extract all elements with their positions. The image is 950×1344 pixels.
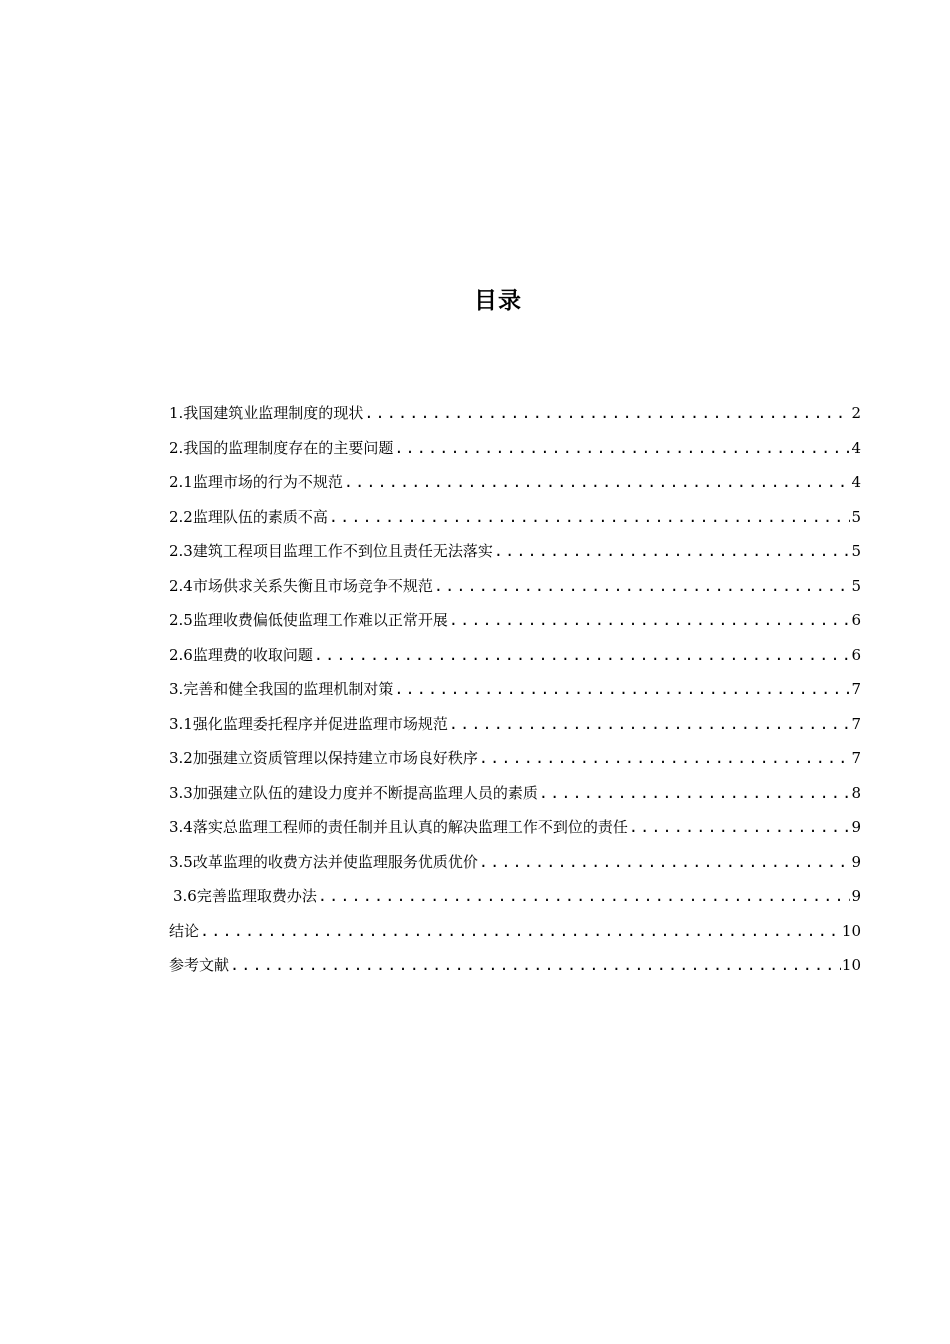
toc-page-number: 9 — [851, 818, 861, 836]
toc-leader-dots — [479, 741, 851, 776]
toc-entry-label: 2.6监理费的收取问题 — [169, 645, 313, 664]
toc-entry[interactable] — [169, 845, 861, 880]
toc-entry-label: 2.5监理收费偏低使监理工作难以正常开展 — [169, 611, 448, 629]
toc-entry[interactable] — [169, 914, 861, 949]
toc-entry[interactable] — [169, 776, 861, 811]
toc-entry[interactable] — [169, 431, 861, 466]
toc-page-number: 9 — [851, 852, 861, 871]
toc-leader-dots — [344, 465, 851, 500]
toc-entry-label: 3.1强化监理委托程序并促进监理市场规范 — [169, 714, 448, 733]
toc-entry-label: 3.2加强建立资质管理以保持建立市场良好秩序 — [169, 749, 478, 767]
toc-entry-label: 2.2监理队伍的素质不高 — [169, 507, 328, 526]
toc-leader-dots — [364, 396, 850, 431]
toc-entry[interactable] — [169, 638, 861, 673]
toc-entry-label: 3.5改革监理的收费方法并使监理服务优质优价 — [169, 852, 478, 871]
toc-entry[interactable] — [169, 500, 861, 535]
toc-entry-label: 3.6完善监理取费办法 — [173, 887, 317, 905]
toc-entry-label: 2.4市场供求关系失衡且市场竞争不规范 — [169, 576, 433, 595]
toc-page-number: 10 — [841, 921, 861, 940]
toc-entry-label: 3.完善和健全我国的监理机制对策 — [169, 680, 394, 698]
toc-page-number: 10 — [841, 956, 861, 974]
toc-leader-dots — [449, 603, 851, 638]
toc-entry-label: 2.我国的监理制度存在的主要问题 — [169, 438, 394, 457]
toc-page-number: 8 — [851, 783, 861, 802]
toc-page-number: 7 — [851, 714, 861, 733]
toc-page-number: 5 — [851, 542, 861, 560]
toc-entry-label: 2.1监理市场的行为不规范 — [169, 473, 343, 491]
toc-leader-dots — [539, 776, 851, 811]
toc-leader-dots — [494, 534, 851, 569]
toc-leader-dots — [629, 810, 851, 845]
toc-leader-dots — [434, 569, 851, 604]
toc-page-number: 9 — [851, 887, 861, 905]
toc-page-number: 4 — [851, 438, 861, 457]
toc-entry[interactable] — [169, 569, 861, 604]
toc-leader-dots — [479, 845, 851, 880]
toc-entry-label: 1.我国建筑业监理制度的现状 — [169, 404, 364, 422]
toc-entry[interactable] — [169, 810, 861, 845]
page-title: 目录 — [474, 288, 522, 314]
toc-list — [169, 396, 861, 983]
toc-entry[interactable] — [169, 465, 861, 500]
toc-entry[interactable] — [169, 879, 861, 914]
toc-leader-dots — [200, 914, 841, 949]
toc-page-number: 6 — [851, 611, 861, 629]
toc-entry-label: 3.3加强建立队伍的建设力度并不断提高监理人员的素质 — [169, 783, 538, 802]
toc-page-number: 5 — [851, 507, 861, 526]
toc-leader-dots — [314, 638, 851, 673]
toc-page-number: 5 — [851, 576, 861, 595]
toc-page-number: 6 — [851, 645, 861, 664]
toc-leader-dots — [329, 500, 851, 535]
toc-entry-label: 2.3建筑工程项目监理工作不到位且责任无法落实 — [169, 542, 493, 560]
toc-entry-label: 3.4落实总监理工程师的责任制并且认真的解决监理工作不到位的责任 — [169, 818, 628, 836]
toc-entry[interactable] — [169, 672, 861, 707]
toc-page-number: 7 — [851, 680, 861, 698]
toc-leader-dots — [230, 948, 841, 983]
toc-page-number: 4 — [851, 473, 861, 491]
toc-entry[interactable] — [169, 534, 861, 569]
toc-leader-dots — [394, 672, 850, 707]
toc-leader-dots — [318, 879, 851, 914]
toc-leader-dots — [449, 707, 851, 742]
toc-page-number: 2 — [851, 404, 861, 422]
toc-entry[interactable] — [169, 948, 861, 983]
toc-leader-dots — [394, 431, 850, 466]
toc-entry[interactable] — [169, 741, 861, 776]
toc-page-number: 7 — [851, 749, 861, 767]
toc-entry[interactable] — [169, 396, 861, 431]
toc-entry[interactable] — [169, 707, 861, 742]
toc-entry[interactable] — [169, 603, 861, 638]
toc-entry-label: 参考文献 — [169, 956, 230, 974]
toc-entry-label: 结论 — [169, 921, 200, 940]
